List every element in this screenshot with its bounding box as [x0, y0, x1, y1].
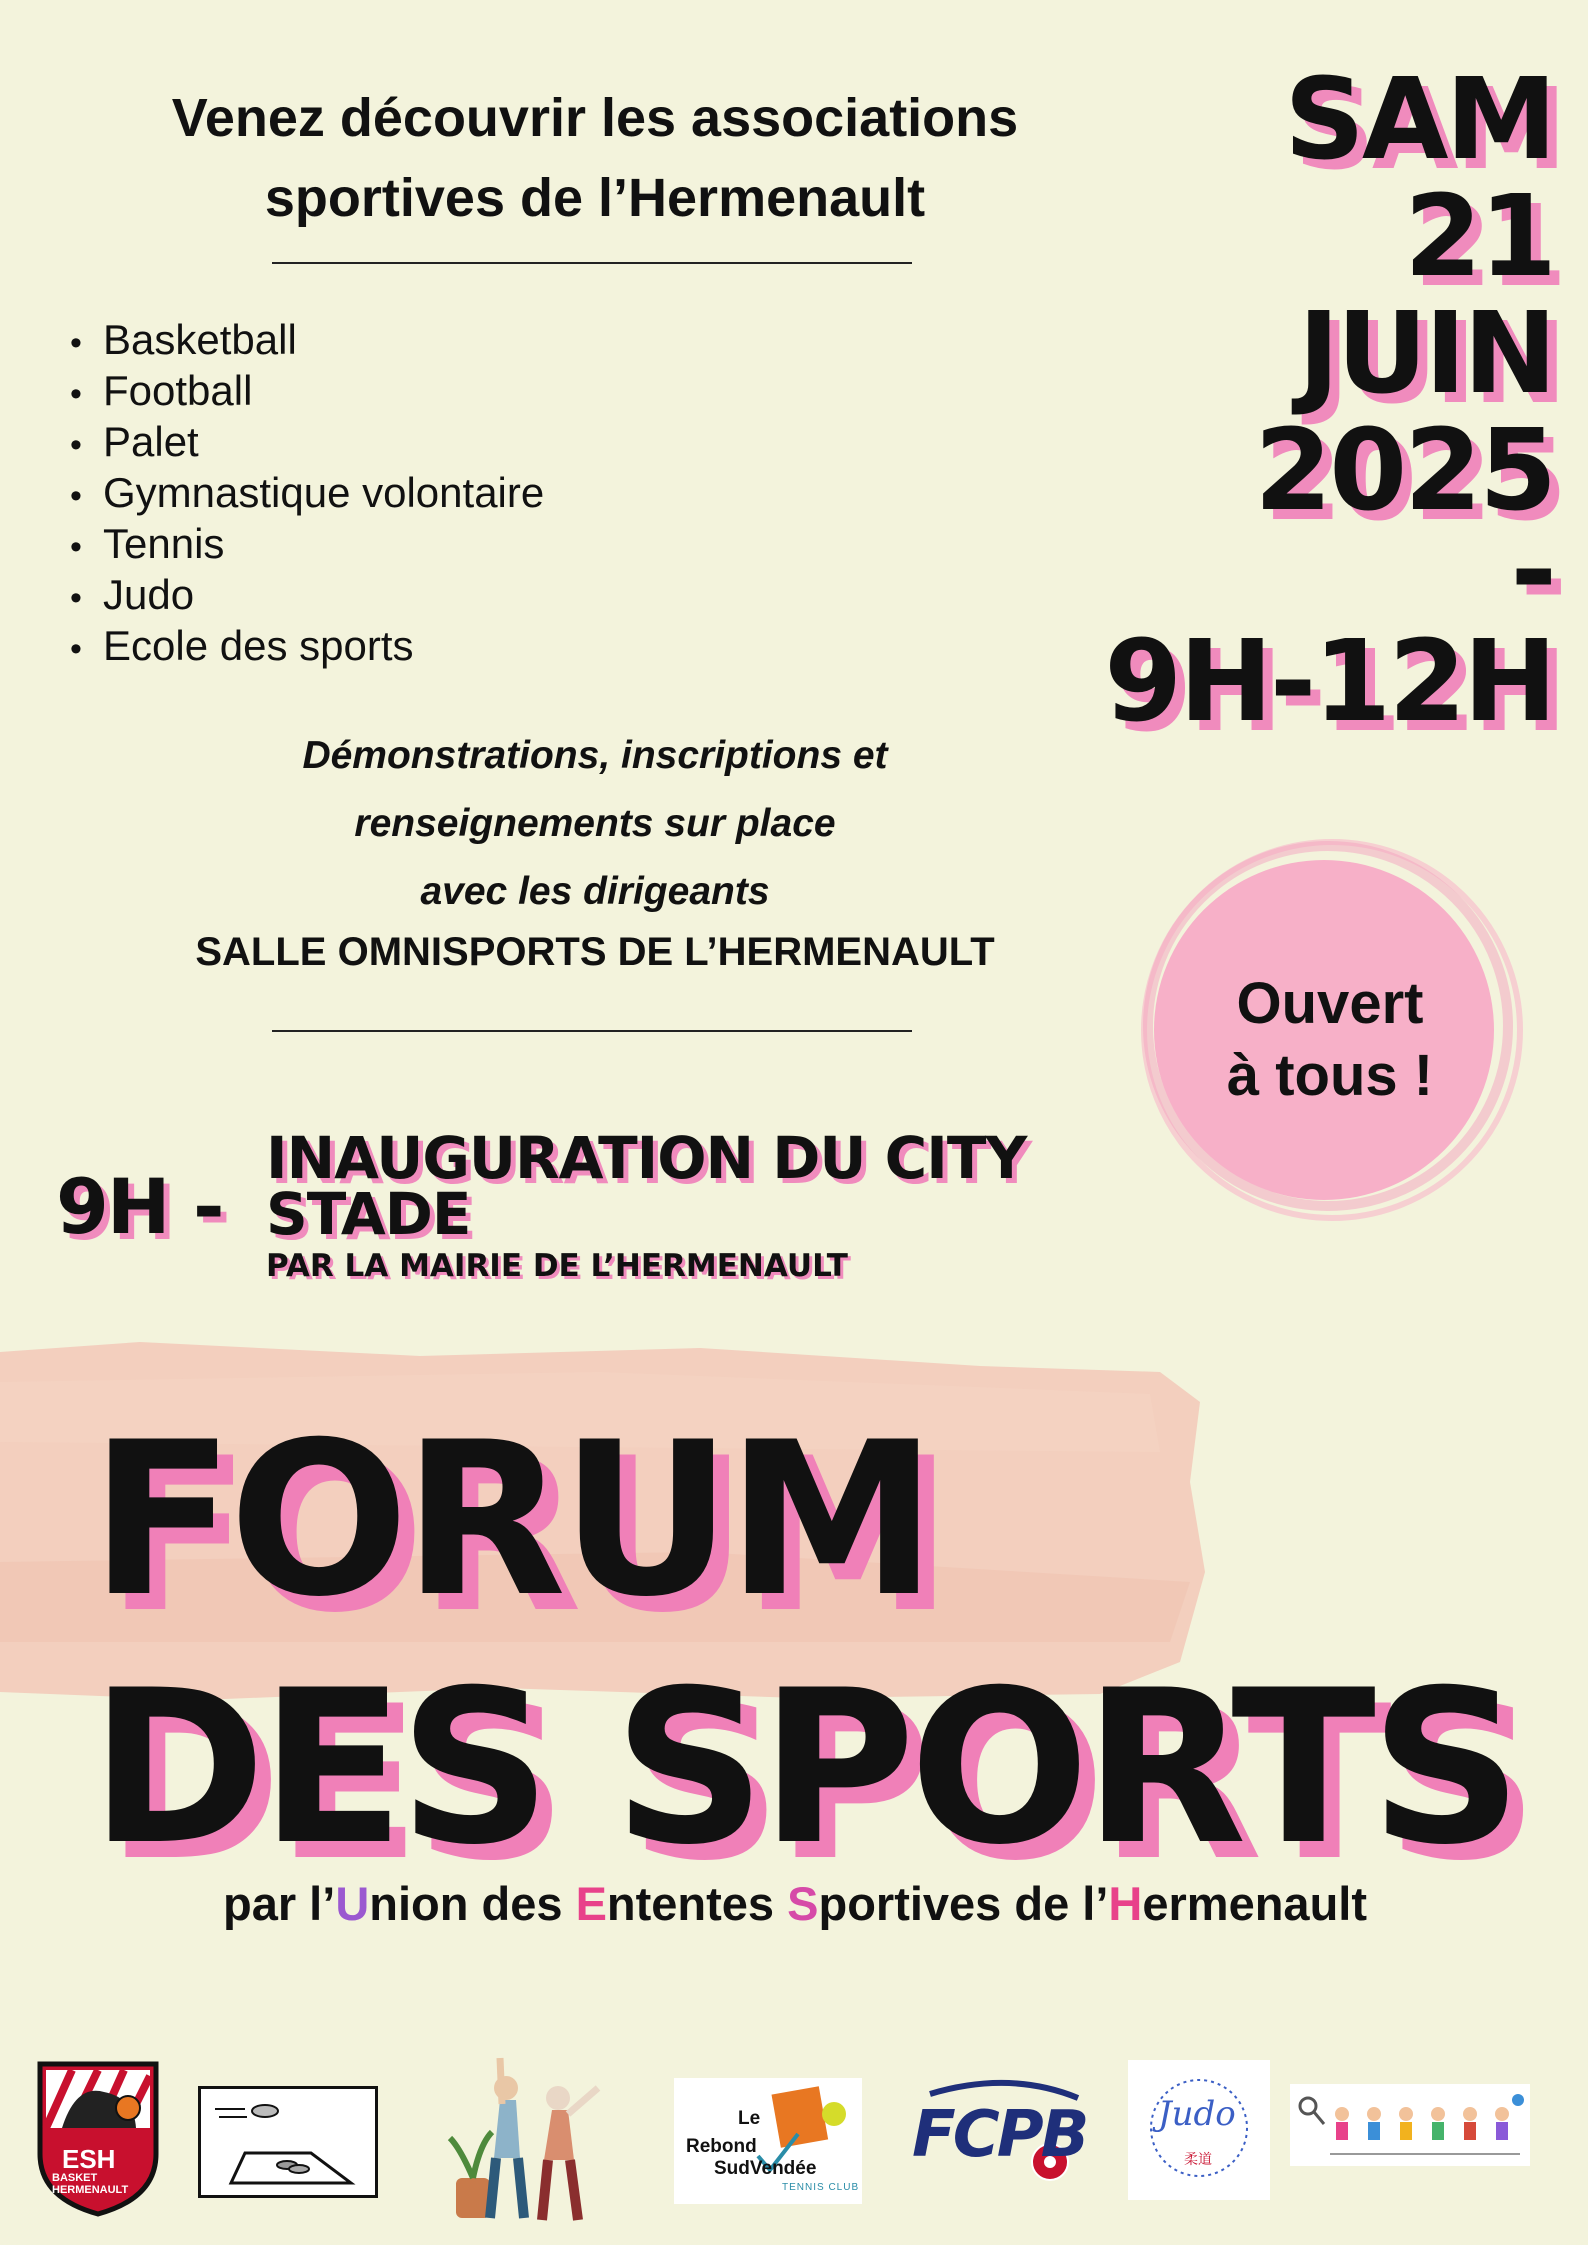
fcpb-logo — [910, 2078, 1100, 2190]
ecole-des-sports-logo — [1290, 2084, 1530, 2166]
org-letter-e: E — [575, 1877, 607, 1930]
date-number: 21 — [1404, 172, 1554, 302]
date-block — [954, 55, 1554, 747]
demo-text — [150, 722, 1040, 926]
org-letter-s: S — [787, 1877, 819, 1930]
badge-line-2: à tous ! — [1226, 1043, 1434, 1108]
inauguration-time: 9H - — [56, 1162, 223, 1251]
divider-bottom — [272, 1030, 912, 1032]
inauguration-subtitle: PAR LA MAIRIE DE L’HERMENAULT — [266, 1248, 848, 1284]
org-part: ermenault — [1142, 1877, 1367, 1930]
list-item: • Football — [70, 367, 544, 418]
org-part: portives de l’ — [818, 1877, 1109, 1930]
inauguration-title — [266, 1124, 1046, 1248]
demo-line-2: renseignements sur place — [354, 802, 836, 845]
esh-sub: BASKET HERMENAULT — [52, 2172, 129, 2196]
inauguration-title-line-1: INAUGURATION DU CITY — [266, 1124, 1027, 1192]
esh-basket-logo — [32, 2058, 164, 2218]
badge-line-1: Ouvert — [1236, 971, 1424, 1036]
demo-line-3: avec les dirigeants — [420, 870, 770, 913]
tennis-sudvendee: SudVendée — [714, 2158, 817, 2179]
tennis-club-logo — [674, 2078, 862, 2204]
date-time: 9H-12H — [1104, 617, 1554, 747]
date-month: JUIN — [1297, 289, 1554, 419]
org-part: par l’ — [222, 1877, 336, 1930]
tennis-club-label: TENNIS CLUB — [782, 2182, 860, 2193]
esh-name: ESH — [62, 2144, 116, 2174]
gymnastics-illustration — [440, 2048, 620, 2228]
org-letter-h: H — [1108, 1877, 1143, 1930]
open-badge-text — [1136, 968, 1524, 1112]
kids-sports-icon — [1290, 2084, 1530, 2166]
inauguration-title-line-2: STADE — [266, 1180, 471, 1248]
org-letter-u: U — [335, 1877, 370, 1930]
list-item: • Judo — [70, 571, 544, 622]
list-item: • Gymnastique volontaire — [70, 469, 544, 520]
org-part: nion des — [369, 1877, 576, 1930]
palet-logo — [198, 2086, 378, 2198]
list-item: • Basketball — [70, 316, 544, 367]
divider-top — [272, 262, 912, 264]
list-item: • Tennis — [70, 520, 544, 571]
date-year: 2025 — [1254, 406, 1554, 536]
main-title-line-1: FORUM — [90, 1396, 932, 1643]
demo-line-1: Démonstrations, inscriptions et — [302, 734, 888, 777]
intro-line-2: sportives de l’Hermenault — [264, 168, 926, 228]
judo-club-logo — [1128, 2060, 1270, 2200]
palet-icon — [201, 2089, 375, 2195]
date-day: SAM — [1284, 55, 1554, 185]
list-item: • Palet — [70, 418, 544, 469]
intro-line-1: Venez découvrir les associations — [171, 88, 1019, 148]
judo-text: Judo — [1158, 2094, 1236, 2134]
org-part: ntentes — [606, 1877, 788, 1930]
main-title-line-2: DES SPORTS — [90, 1644, 1517, 1891]
venue-text: SALLE OMNISPORTS DE L’HERMENAULT — [195, 930, 995, 974]
organiser-text — [100, 1876, 1490, 1931]
main-title — [90, 1396, 1550, 1892]
sports-list — [70, 316, 544, 673]
tennis-rebond: Rebond — [686, 2136, 757, 2157]
fcpb-text: FCPB — [912, 2098, 1087, 2172]
tennis-le: Le — [738, 2108, 761, 2129]
list-item: • Ecole des sports — [70, 622, 544, 673]
gym-people-icon — [440, 2048, 620, 2228]
date-dash: - — [1510, 506, 1554, 636]
svg-text:柔道: 柔道 — [1184, 2152, 1212, 2168]
